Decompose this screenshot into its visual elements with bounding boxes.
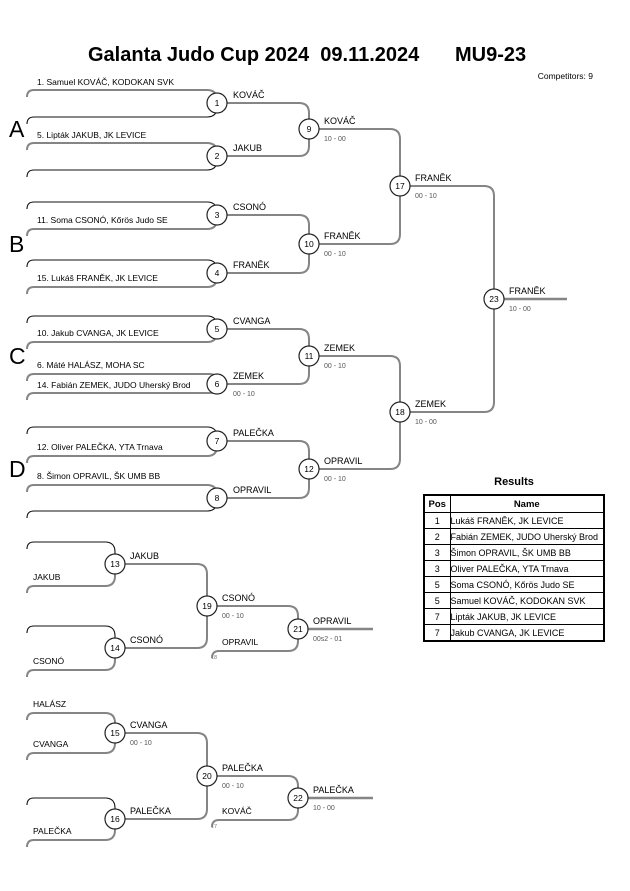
repechage-entry-name: OPRAVIL: [222, 637, 259, 647]
match-number: 11: [304, 351, 314, 361]
match-score: 10 - 00: [509, 306, 531, 313]
result-pos: 5: [424, 577, 450, 593]
match-score: 00 - 10: [324, 476, 346, 483]
winner-label: OPRAVIL: [313, 616, 352, 626]
match-number: 22: [293, 793, 303, 803]
result-name: Jakub CVANGA, JK LEVICE: [450, 625, 604, 642]
connector-m13-top: [27, 542, 115, 564]
result-name: Samuel KOVÁČ, KODOKAN SVK: [450, 593, 604, 609]
result-row: [424, 545, 604, 561]
match-number: 23: [489, 294, 499, 304]
match-number: 4: [214, 268, 220, 278]
winner-label: CVANGA: [130, 720, 168, 730]
repechage-entry-source: 17: [211, 824, 218, 830]
competitors-count: Competitors: 9: [537, 71, 593, 81]
page-title: Galanta Judo Cup 2024 09.11.2024: [88, 44, 420, 66]
match-number: 13: [110, 559, 120, 569]
match-number: 3: [214, 210, 220, 220]
repechage-slot-name: CVANGA: [33, 739, 69, 749]
connector-m14-top: [27, 626, 115, 648]
result-name: Lukáš FRANĚK, JK LEVICE: [450, 513, 604, 529]
pool-label-b: B: [9, 231, 25, 257]
result-name: Šimon OPRAVIL, ŠK UMB BB: [450, 545, 604, 561]
winner-label: FRANĚK: [233, 260, 270, 270]
result-row: [424, 609, 604, 625]
match-number: 20: [202, 771, 212, 781]
winner-label: ZEMEK: [233, 371, 265, 381]
winner-label: PALEČKA: [313, 785, 354, 795]
result-row: [424, 577, 604, 593]
winner-label: CSONÓ: [222, 593, 256, 603]
winner-label: PALEČKA: [222, 763, 263, 773]
connector-m3-top: [27, 202, 217, 215]
pool-label-d: D: [9, 456, 26, 482]
repechage-slot-name: JAKUB: [33, 572, 61, 582]
entry-name: 5. Lipták JAKUB, JK LEVICE: [37, 130, 147, 140]
match-score: 10 - 00: [313, 805, 335, 812]
winner-label: OPRAVIL: [324, 456, 363, 466]
match-number: 18: [395, 407, 405, 417]
result-name: Fabián ZEMEK, JUDO Uherský Brod: [450, 529, 604, 545]
result-pos: 7: [424, 609, 450, 625]
connector-m15-top: [27, 713, 115, 733]
result-pos: 7: [424, 625, 450, 642]
winner-label: ZEMEK: [415, 399, 447, 409]
repechage-entry-name: KOVÁČ: [222, 806, 252, 816]
connector-m7-winner: [227, 441, 309, 469]
match-number: 1: [214, 98, 220, 108]
winner-label: CVANGA: [233, 316, 271, 326]
match-score: 00 - 10: [233, 391, 255, 398]
winner-label: CSONÓ: [130, 635, 164, 645]
pool-label-c: C: [9, 343, 26, 369]
result-pos: 3: [424, 545, 450, 561]
connector-m4-top: [27, 260, 217, 273]
winner-label: KOVÁČ: [233, 90, 265, 100]
match-number: 19: [202, 601, 212, 611]
winner-label: FRANĚK: [509, 286, 546, 296]
category-label: MU9-23: [455, 44, 527, 66]
entry-name: 14. Fabián ZEMEK, JUDO Uherský Brod: [37, 380, 191, 390]
result-pos: 3: [424, 561, 450, 577]
winner-label: OPRAVIL: [233, 485, 272, 495]
connector-m5-winner: [227, 329, 309, 356]
connector-m1-top: [27, 90, 217, 103]
match-number: 21: [293, 624, 303, 634]
match-score: 00 - 10: [324, 251, 346, 258]
match-number: 5: [214, 324, 220, 334]
result-name: Soma CSONÓ, Kőrös Judo SE: [450, 577, 604, 593]
match-score: 00 - 10: [415, 193, 437, 200]
connector-m18-winner: [410, 299, 494, 412]
match-score: 10 - 00: [415, 419, 437, 426]
match-number: 10: [304, 239, 314, 249]
winner-label: ZEMEK: [324, 343, 356, 353]
connector-m2-top: [27, 143, 217, 156]
connector-m3-winner: [227, 215, 309, 244]
connector-m13-winner: [125, 564, 207, 606]
match-score: 00 - 10: [222, 613, 244, 620]
result-row: [424, 561, 604, 577]
connector-m1-bottom: [27, 103, 217, 124]
match-number: 14: [110, 643, 120, 653]
connector-m16-top: [27, 798, 115, 819]
entry-name: 8. Šimon OPRAVIL, ŠK UMB BB: [37, 471, 161, 481]
connector-m8-top: [27, 485, 217, 498]
repechage-entry-source: 18: [211, 655, 218, 661]
result-row: [424, 625, 604, 642]
match-number: 15: [110, 728, 120, 738]
connector-m1-winner: [227, 103, 309, 129]
winner-label: PALEČKA: [233, 428, 274, 438]
winner-label: FRANĚK: [324, 231, 361, 241]
match-score: 00s2 - 01: [313, 636, 343, 643]
results-panel: [423, 476, 605, 642]
match-number: 17: [395, 181, 405, 191]
winner-label: KOVÁČ: [324, 116, 356, 126]
match-number: 12: [304, 464, 314, 474]
winner-label: PALEČKA: [130, 806, 171, 816]
connector-m7-top: [27, 427, 217, 441]
repechage-slot-name: PALEČKA: [33, 826, 72, 836]
entry-name: 11. Soma CSONÓ, Kőrös Judo SE: [37, 215, 168, 225]
winner-label: JAKUB: [130, 551, 160, 561]
result-row: [424, 529, 604, 545]
repechage-slot-name: HALÁSZ: [33, 699, 67, 709]
entry-name: 10. Jakub CVANGA, JK LEVICE: [37, 328, 159, 338]
entry-name: 1. Samuel KOVÁČ, KODOKAN SVK: [37, 77, 174, 87]
match-score: 10 - 00: [324, 136, 346, 143]
match-number: 7: [214, 436, 220, 446]
result-pos: 2: [424, 529, 450, 545]
result-row: [424, 513, 604, 529]
result-row: [424, 593, 604, 609]
results-header-pos: Pos: [424, 495, 450, 513]
connector-m2-bottom: [27, 156, 217, 177]
result-name: Lipták JAKUB, JK LEVICE: [450, 609, 604, 625]
entry-name: 15. Lukáš FRANĚK, JK LEVICE: [37, 273, 158, 283]
entry-name: 12. Oliver PALEČKA, YTA Trnava: [37, 442, 163, 452]
match-score: 00 - 10: [130, 740, 152, 747]
connector-m17-winner: [410, 186, 494, 299]
match-score: 00 - 10: [222, 783, 244, 790]
match-number: 2: [214, 151, 220, 161]
winner-label: CSONÓ: [233, 202, 267, 212]
winner-label: JAKUB: [233, 143, 263, 153]
match-number: 9: [306, 124, 312, 134]
entry-name: 6. Máté HALÁSZ, MOHA SC: [37, 360, 145, 370]
match-number: 8: [214, 493, 220, 503]
connector-m8-bottom: [27, 498, 217, 518]
results-header-row: [424, 495, 604, 513]
result-pos: 1: [424, 513, 450, 529]
repechage-slot-name: CSONÓ: [33, 656, 65, 666]
result-name: Oliver PALEČKA, YTA Trnava: [450, 561, 604, 577]
match-number: 6: [214, 379, 220, 389]
results-table: [423, 494, 605, 642]
winner-label: FRANĚK: [415, 173, 452, 183]
results-header-name: Name: [450, 495, 604, 513]
pool-label-a: A: [9, 116, 25, 142]
result-pos: 5: [424, 593, 450, 609]
results-title: Results: [494, 476, 534, 488]
match-score: 00 - 10: [324, 363, 346, 370]
match-number: 16: [110, 814, 120, 824]
